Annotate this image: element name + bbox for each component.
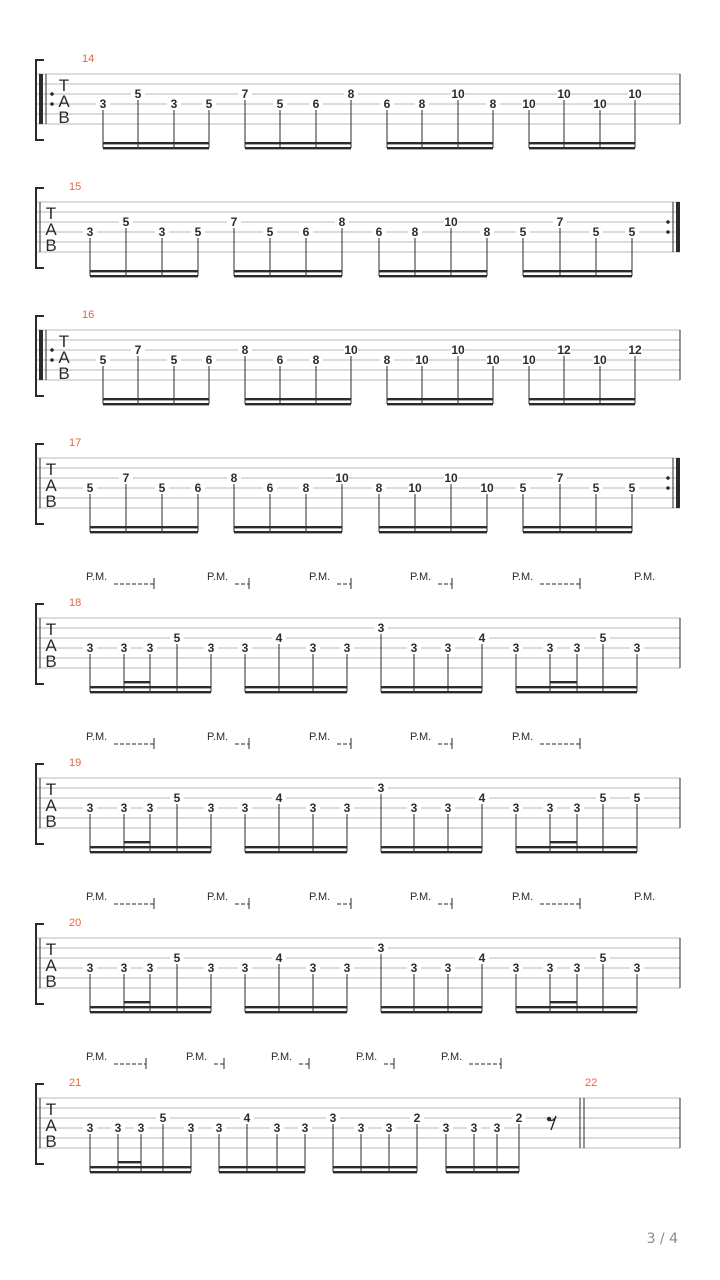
fret-number: 8 (312, 353, 320, 367)
fret-number: 3 (170, 97, 178, 111)
beam (118, 1161, 141, 1163)
tab-clef-letter: B (58, 108, 70, 127)
tab-system-16 (36, 309, 680, 405)
fret-number: 10 (593, 353, 607, 367)
beam (245, 398, 351, 400)
beam (333, 1166, 417, 1168)
fret-number: 7 (556, 215, 564, 229)
palm-mute-label: P.M. (356, 1051, 378, 1063)
fret-number: 3 (633, 961, 641, 975)
palm-mute-label: P.M. (634, 891, 656, 903)
fret-number: 5 (99, 353, 107, 367)
fret-number: 10 (451, 87, 465, 101)
palm-mute-label: P.M. (512, 731, 534, 743)
fret-number: 3 (120, 801, 128, 815)
beam (245, 403, 351, 405)
fret-number: 4 (478, 951, 486, 965)
fret-number: 5 (170, 353, 178, 367)
beam (124, 681, 150, 683)
fret-number: 3 (470, 1121, 478, 1135)
palm-mute-label: P.M. (512, 891, 534, 903)
palm-mute-label: P.M. (186, 1051, 208, 1063)
beam (90, 851, 211, 853)
measure-number: 22 (585, 1077, 598, 1089)
fret-number: 3 (114, 1121, 122, 1135)
fret-number: 4 (478, 631, 486, 645)
fret-number: 3 (410, 641, 418, 655)
palm-mute-label: P.M. (86, 571, 108, 583)
beam (333, 1171, 417, 1173)
palm-mute-label: P.M. (410, 571, 432, 583)
fret-number: 3 (301, 1121, 309, 1135)
fret-number: 3 (357, 1121, 365, 1135)
tab-clef-letter: T (45, 204, 57, 223)
fret-number: 10 (415, 353, 429, 367)
beam (381, 851, 482, 853)
fret-number: 8 (489, 97, 497, 111)
palm-mute-label: P.M. (207, 571, 229, 583)
fret-number: 3 (493, 1121, 501, 1135)
tab-clef-letter: A (45, 636, 57, 655)
fret-number: 3 (215, 1121, 223, 1135)
beam (381, 691, 482, 693)
fret-number: 3 (573, 961, 581, 975)
palm-mute-label: P.M. (410, 731, 432, 743)
beam (124, 841, 150, 843)
fret-number: 7 (241, 87, 249, 101)
fret-number: 3 (120, 641, 128, 655)
fret-number: 10 (480, 481, 494, 495)
fret-number: 3 (410, 961, 418, 975)
beam (381, 846, 482, 848)
fret-number: 5 (592, 225, 600, 239)
beam (90, 275, 198, 277)
fret-number: 3 (546, 641, 554, 655)
palm-mute-label: P.M. (634, 571, 656, 583)
beam (387, 403, 493, 405)
fret-number: 3 (86, 641, 94, 655)
beam (523, 275, 632, 277)
beam (90, 846, 211, 848)
fret-number: 3 (120, 961, 128, 975)
fret-number: 5 (205, 97, 213, 111)
beam (103, 398, 209, 400)
beam (550, 1001, 577, 1003)
palm-mute-label: P.M. (309, 571, 331, 583)
fret-number: 3 (309, 961, 317, 975)
repeat-end-thick-barline (676, 202, 680, 252)
fret-number: 10 (486, 353, 500, 367)
beam (379, 526, 487, 528)
fret-number: 8 (383, 353, 391, 367)
fret-number: 10 (522, 353, 536, 367)
fret-number: 7 (556, 471, 564, 485)
fret-number: 10 (557, 87, 571, 101)
fret-number: 12 (628, 343, 642, 357)
fret-number: 5 (122, 215, 130, 229)
tab-clef-letter: T (45, 460, 57, 479)
tab-clef-letter: T (45, 620, 57, 639)
fret-number: 3 (442, 1121, 450, 1135)
beam (245, 691, 347, 693)
beam (245, 686, 347, 688)
fret-number: 6 (205, 353, 213, 367)
fret-number: 5 (592, 481, 600, 495)
fret-number: 3 (146, 961, 154, 975)
beam (234, 275, 342, 277)
palm-mute-label: P.M. (207, 891, 229, 903)
fret-number: 3 (512, 801, 520, 815)
fret-number: 3 (241, 801, 249, 815)
measure-number: 15 (69, 181, 82, 193)
beam (103, 142, 209, 144)
tab-clef-letter: B (58, 364, 70, 383)
repeat-dot (666, 476, 670, 480)
tab-clef-letter: B (45, 236, 57, 255)
tab-clef-letter: T (45, 1100, 57, 1119)
fret-number: 5 (633, 791, 641, 805)
fret-number: 5 (159, 1111, 167, 1125)
fret-number: 3 (137, 1121, 145, 1135)
fret-number: 5 (519, 225, 527, 239)
beam (219, 1166, 305, 1168)
fret-number: 10 (628, 87, 642, 101)
fret-number: 3 (241, 961, 249, 975)
fret-number: 3 (207, 961, 215, 975)
repeat-dot (666, 220, 670, 224)
beam (379, 275, 487, 277)
repeat-dot (50, 348, 54, 352)
fret-number: 3 (546, 961, 554, 975)
measure-number: 21 (69, 1077, 82, 1089)
beam (90, 1166, 191, 1168)
tab-system-20 (36, 891, 680, 1013)
beam (523, 526, 632, 528)
beam (90, 1006, 211, 1008)
fret-number: 3 (343, 961, 351, 975)
fret-number: 3 (573, 801, 581, 815)
eighth-rest-dot (547, 1117, 551, 1121)
beam (90, 691, 211, 693)
fret-number: 3 (573, 641, 581, 655)
tab-system-19 (36, 731, 680, 853)
beam (234, 526, 342, 528)
palm-mute-label: P.M. (271, 1051, 293, 1063)
fret-number: 10 (344, 343, 358, 357)
fret-number: 3 (377, 941, 385, 955)
fret-number: 3 (241, 641, 249, 655)
beam (446, 1166, 519, 1168)
fret-number: 3 (377, 621, 385, 635)
tab-clef-letter: A (45, 476, 57, 495)
fret-number: 4 (275, 791, 283, 805)
beam (379, 270, 487, 272)
fret-number: 3 (207, 641, 215, 655)
repeat-dot (50, 92, 54, 96)
fret-number: 5 (173, 631, 181, 645)
fret-number: 5 (599, 791, 607, 805)
fret-number: 5 (599, 631, 607, 645)
fret-number: 5 (628, 481, 636, 495)
repeat-start-thick-barline (39, 330, 43, 380)
fret-number: 8 (347, 87, 355, 101)
fret-number: 3 (329, 1111, 337, 1125)
fret-number: 3 (273, 1121, 281, 1135)
beam (103, 403, 209, 405)
beam (516, 686, 637, 688)
tab-clef-letter: B (45, 812, 57, 831)
beam (516, 846, 637, 848)
fret-number: 4 (275, 951, 283, 965)
beam (387, 147, 493, 149)
fret-number: 3 (410, 801, 418, 815)
beam (245, 846, 347, 848)
tab-system-17 (36, 437, 680, 533)
fret-number: 5 (628, 225, 636, 239)
fret-number: 3 (86, 961, 94, 975)
fret-number: 5 (173, 951, 181, 965)
fret-number: 8 (302, 481, 310, 495)
palm-mute-label: P.M. (410, 891, 432, 903)
beam (234, 270, 342, 272)
beam (387, 398, 493, 400)
beam (516, 1011, 637, 1013)
tab-clef-letter: B (45, 492, 57, 511)
beam (381, 1006, 482, 1008)
fret-number: 5 (194, 225, 202, 239)
fret-number: 8 (411, 225, 419, 239)
fret-number: 6 (375, 225, 383, 239)
tab-clef-letter: A (45, 956, 57, 975)
tab-system-21 (36, 1051, 680, 1173)
beam (90, 1171, 191, 1173)
palm-mute-label: P.M. (86, 1051, 108, 1063)
palm-mute-label: P.M. (207, 731, 229, 743)
fret-number: 3 (86, 1121, 94, 1135)
measure-number: 19 (69, 757, 82, 769)
beam (381, 686, 482, 688)
fret-number: 10 (451, 343, 465, 357)
fret-number: 3 (146, 801, 154, 815)
fret-number: 6 (383, 97, 391, 111)
fret-number: 3 (512, 641, 520, 655)
beam (446, 1171, 519, 1173)
fret-number: 5 (134, 87, 142, 101)
measure-number: 18 (69, 597, 82, 609)
repeat-dot (50, 358, 54, 362)
beam (550, 841, 577, 843)
fret-number: 3 (633, 641, 641, 655)
repeat-dot (666, 486, 670, 490)
beam (219, 1171, 305, 1173)
tab-clef-letter: A (58, 92, 70, 111)
beam (550, 681, 577, 683)
palm-mute-label: P.M. (309, 891, 331, 903)
tab-system-18 (36, 571, 680, 693)
beam (516, 851, 637, 853)
fret-number: 2 (413, 1111, 421, 1125)
repeat-start-thick-barline (39, 74, 43, 124)
fret-number: 5 (266, 225, 274, 239)
beam (387, 142, 493, 144)
fret-number: 10 (335, 471, 349, 485)
tab-system-14 (36, 53, 680, 149)
tab-clef-letter: A (58, 348, 70, 367)
fret-number: 4 (275, 631, 283, 645)
tab-clef-letter: T (58, 76, 70, 95)
fret-number: 7 (230, 215, 238, 229)
fret-number: 3 (187, 1121, 195, 1135)
beam (245, 142, 351, 144)
beam (103, 147, 209, 149)
beam (379, 531, 487, 533)
page-number: 3 / 4 (646, 1231, 678, 1247)
fret-number: 3 (309, 801, 317, 815)
beam (516, 691, 637, 693)
beam (90, 526, 198, 528)
fret-number: 12 (557, 343, 571, 357)
tab-clef-letter: A (45, 1116, 57, 1135)
tab-clef-letter: B (45, 972, 57, 991)
fret-number: 6 (312, 97, 320, 111)
tab-system-15 (36, 181, 680, 277)
beam (529, 403, 635, 405)
palm-mute-label: P.M. (512, 571, 534, 583)
tab-clef-letter: T (45, 940, 57, 959)
fret-number: 3 (546, 801, 554, 815)
fret-number: 3 (444, 801, 452, 815)
fret-number: 4 (243, 1111, 251, 1125)
tab-clef-letter: A (45, 796, 57, 815)
fret-number: 10 (444, 215, 458, 229)
measure-number: 20 (69, 917, 82, 929)
beam (529, 147, 635, 149)
fret-number: 5 (86, 481, 94, 495)
measure-number: 17 (69, 437, 82, 449)
fret-number: 10 (593, 97, 607, 111)
fret-number: 3 (99, 97, 107, 111)
repeat-dot (666, 230, 670, 234)
tab-clef-letter: B (45, 1132, 57, 1151)
beam (124, 1001, 150, 1003)
fret-number: 6 (302, 225, 310, 239)
beam (90, 531, 198, 533)
beam (90, 1011, 211, 1013)
fret-number: 3 (512, 961, 520, 975)
beam (234, 531, 342, 533)
fret-number: 3 (86, 225, 94, 239)
repeat-dot (50, 102, 54, 106)
fret-number: 8 (338, 215, 346, 229)
beam (245, 1011, 347, 1013)
beam (523, 531, 632, 533)
palm-mute-label: P.M. (86, 731, 108, 743)
fret-number: 3 (86, 801, 94, 815)
fret-number: 8 (375, 481, 383, 495)
measure-number: 14 (82, 53, 95, 65)
fret-number: 3 (309, 641, 317, 655)
fret-number: 4 (478, 791, 486, 805)
beam (381, 1011, 482, 1013)
palm-mute-label: P.M. (441, 1051, 463, 1063)
fret-number: 5 (276, 97, 284, 111)
fret-number: 3 (158, 225, 166, 239)
beam (245, 147, 351, 149)
tab-clef-letter: T (45, 780, 57, 799)
tab-clef-letter: A (45, 220, 57, 239)
fret-number: 3 (444, 641, 452, 655)
beam (516, 1006, 637, 1008)
fret-number: 5 (599, 951, 607, 965)
fret-number: 8 (483, 225, 491, 239)
fret-number: 3 (444, 961, 452, 975)
fret-number: 3 (385, 1121, 393, 1135)
beam (529, 142, 635, 144)
fret-number: 5 (519, 481, 527, 495)
beam (90, 686, 211, 688)
fret-number: 8 (418, 97, 426, 111)
fret-number: 8 (241, 343, 249, 357)
fret-number: 10 (522, 97, 536, 111)
measure-number: 16 (82, 309, 95, 321)
fret-number: 10 (444, 471, 458, 485)
palm-mute-label: P.M. (86, 891, 108, 903)
fret-number: 5 (158, 481, 166, 495)
fret-number: 3 (146, 641, 154, 655)
beam (523, 270, 632, 272)
palm-mute-label: P.M. (309, 731, 331, 743)
tab-clef-letter: T (58, 332, 70, 351)
fret-number: 6 (276, 353, 284, 367)
beam (245, 1006, 347, 1008)
fret-number: 6 (266, 481, 274, 495)
fret-number: 10 (408, 481, 422, 495)
beam (245, 851, 347, 853)
fret-number: 5 (173, 791, 181, 805)
tab-clef-letter: B (45, 652, 57, 671)
fret-number: 6 (194, 481, 202, 495)
fret-number: 2 (515, 1111, 523, 1125)
fret-number: 7 (134, 343, 142, 357)
beam (90, 270, 198, 272)
fret-number: 3 (343, 801, 351, 815)
fret-number: 8 (230, 471, 238, 485)
fret-number: 3 (207, 801, 215, 815)
fret-number: 7 (122, 471, 130, 485)
fret-number: 3 (343, 641, 351, 655)
fret-number: 3 (377, 781, 385, 795)
beam (529, 398, 635, 400)
repeat-end-thick-barline (676, 458, 680, 508)
